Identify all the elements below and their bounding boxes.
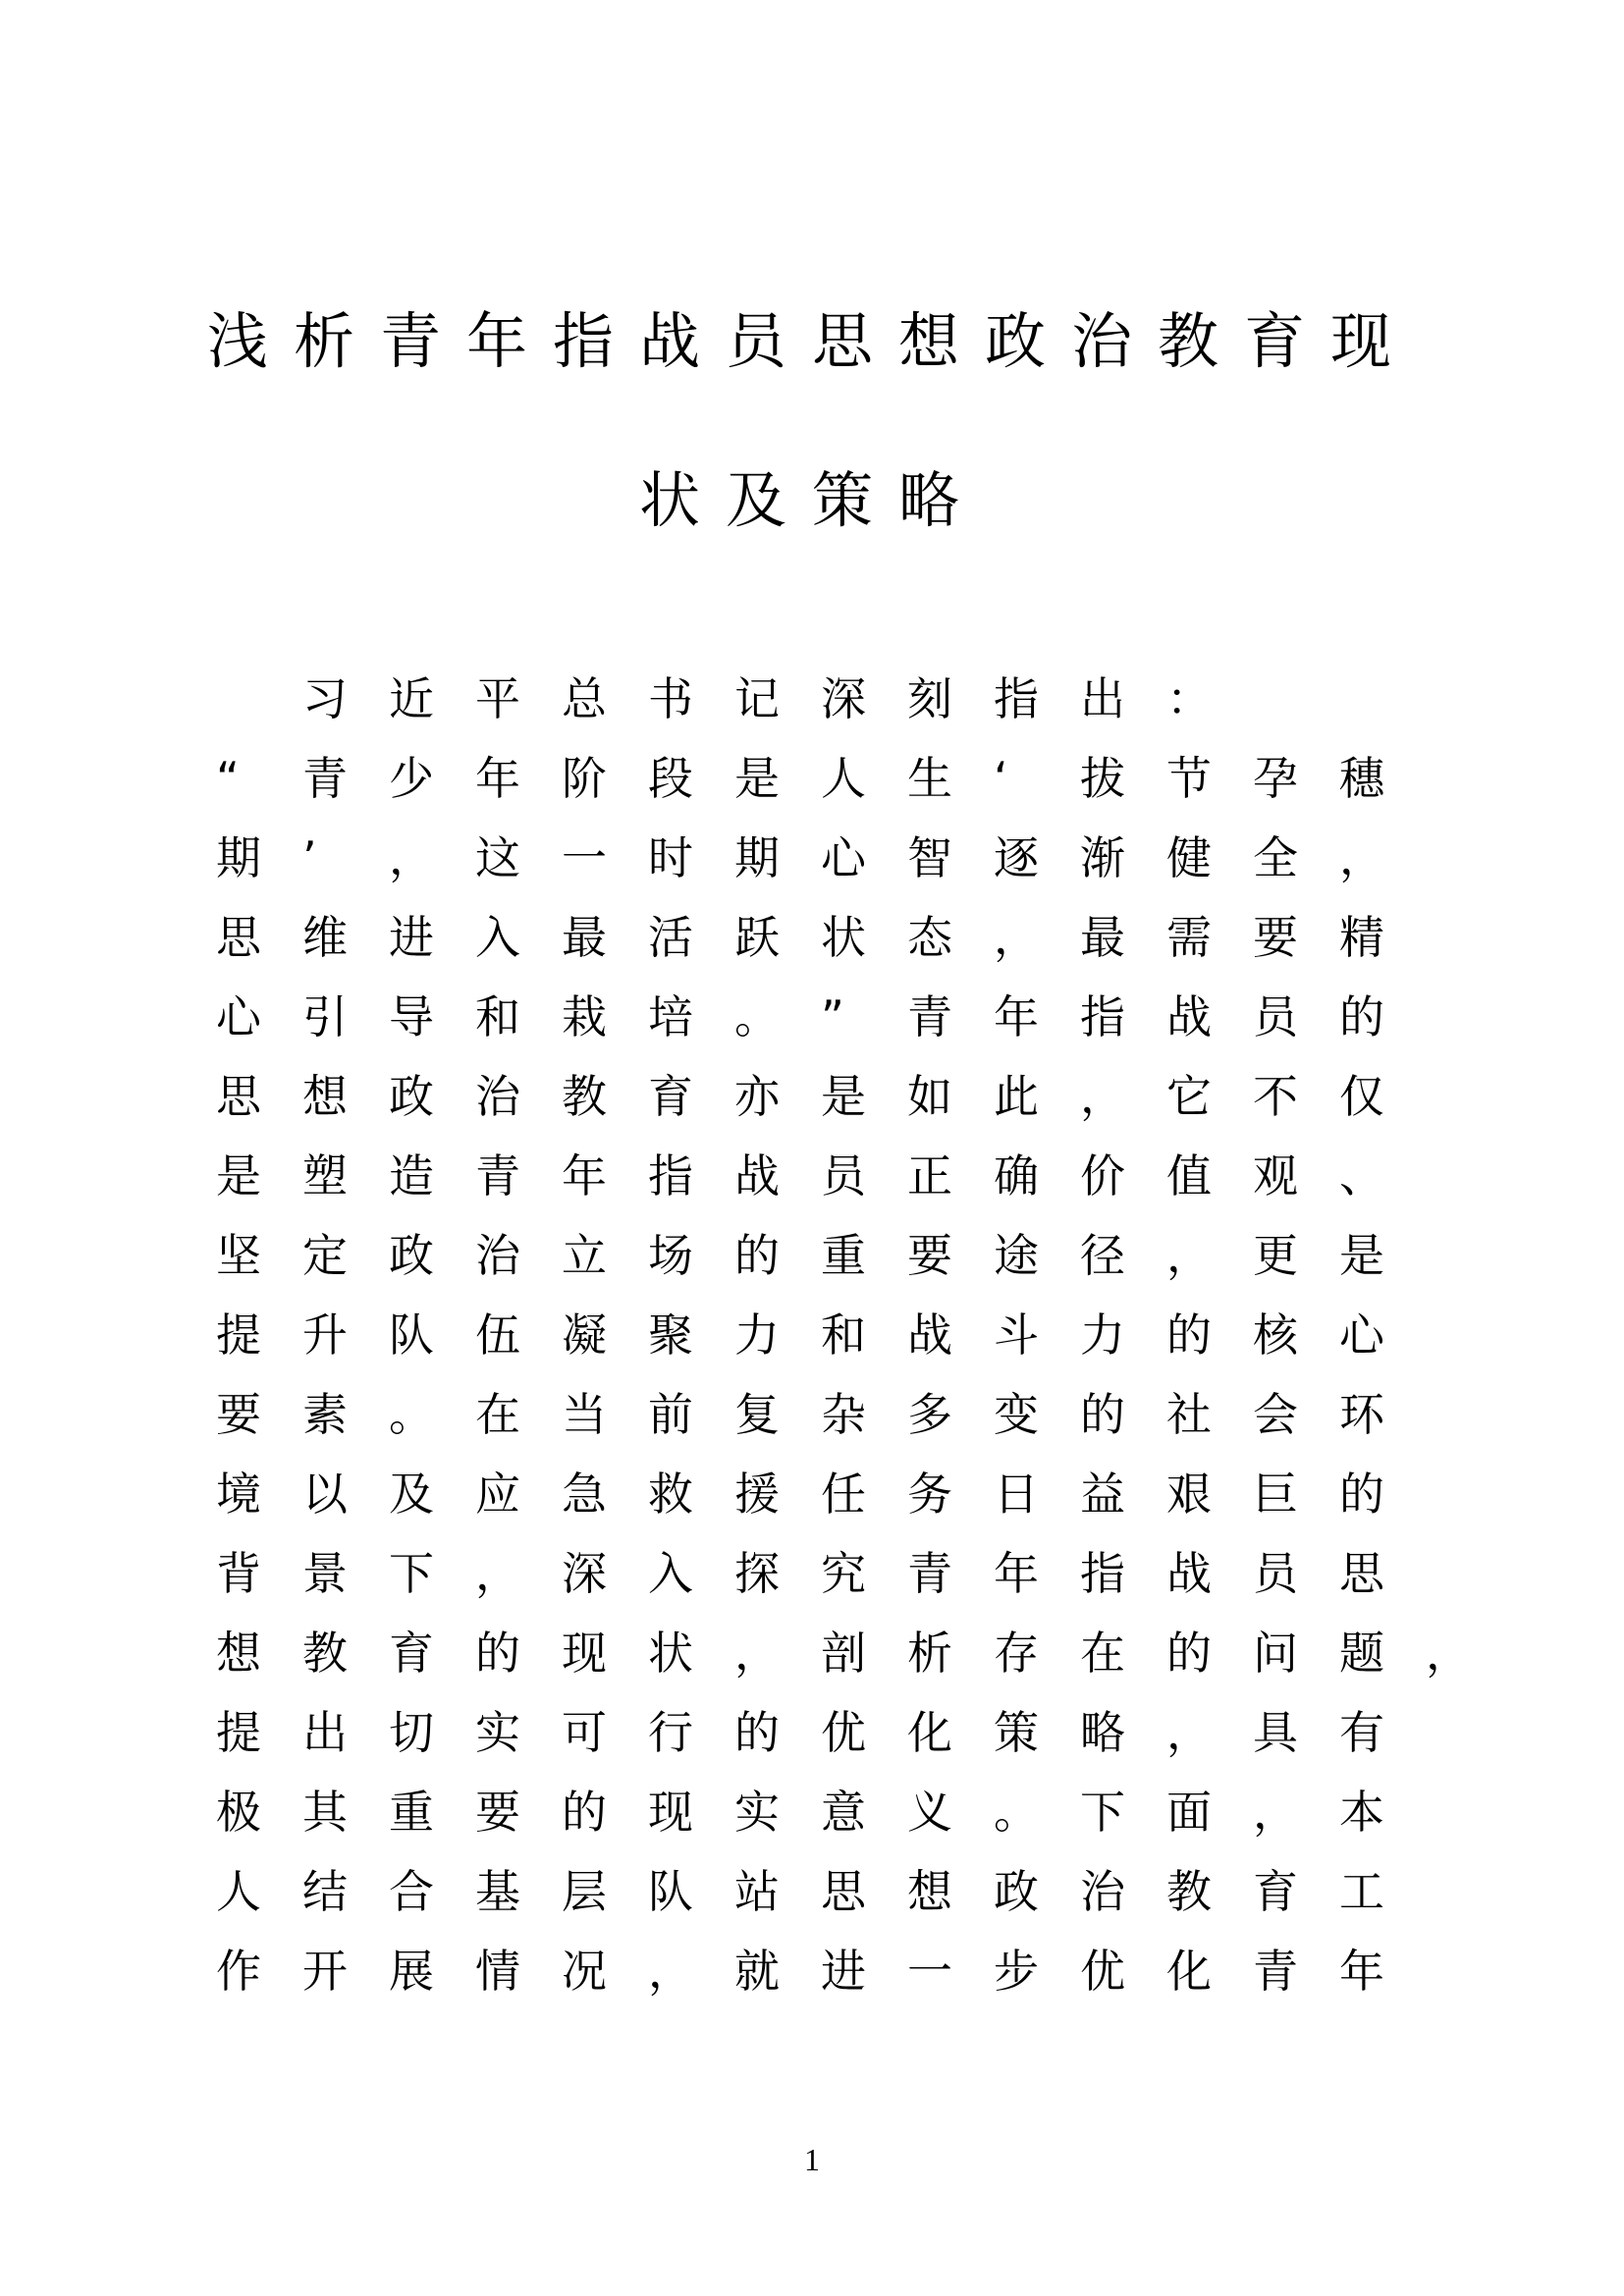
body-line: 背 景 下 ， 深 入 探 究 青 年 指 战 员 思 [216,1547,1384,1600]
body-line: 提 出 切 实 可 行 的 优 化 策 略 ， 具 有 [216,1706,1384,1759]
body-line: 提 升 队 伍 凝 聚 力 和 战 斗 力 的 核 心 [216,1308,1384,1362]
body-line: 是 塑 造 青 年 指 战 员 正 确 价 值 观 、 [216,1149,1384,1202]
document-title-line-2: 状及策略 [638,464,985,536]
page-number: 1 [804,2142,820,2177]
document-title-line-1: 浅析青年指战员思想政治教育现 [206,305,1417,377]
body-line: 习 近 平 总 书 记 深 刻 指 出 ： [302,672,1212,725]
body-line: 人 结 合 基 层 队 站 思 想 政 治 教 育 工 [216,1865,1384,1918]
body-line: 期 ’ ， 这 一 时 期 心 智 逐 渐 健 全 ， [216,831,1384,884]
body-line: 思 维 进 入 最 活 跃 状 态 ， 最 需 要 精 [216,911,1384,964]
body-line: 极 其 重 要 的 现 实 意 义 。 下 面 ， 本 [216,1786,1384,1839]
body-line: 心 引 导 和 栽 培 。 ” 青 年 指 战 员 的 [216,990,1384,1043]
body-line: 作 开 展 情 况 ， 就 进 一 步 优 化 青 年 [216,1945,1384,1998]
body-line: “ 青 少 年 阶 段 是 人 生 ‘ 拔 节 孕 穗 [216,752,1384,805]
body-line: 坚 定 政 治 立 场 的 重 要 途 径 ， 更 是 [216,1229,1384,1282]
body-line: 想 教 育 的 现 状 ， 剖 析 存 在 的 问 题 ， [216,1627,1471,1680]
body-line: 思 想 政 治 教 育 亦 是 如 此 ， 它 不 仅 [216,1070,1384,1123]
body-line: 境 以 及 应 急 救 援 任 务 日 益 艰 巨 的 [216,1468,1384,1521]
body-line: 要 素 。 在 当 前 复 杂 多 变 的 社 会 环 [216,1388,1384,1441]
body-text [216,660,1471,2011]
